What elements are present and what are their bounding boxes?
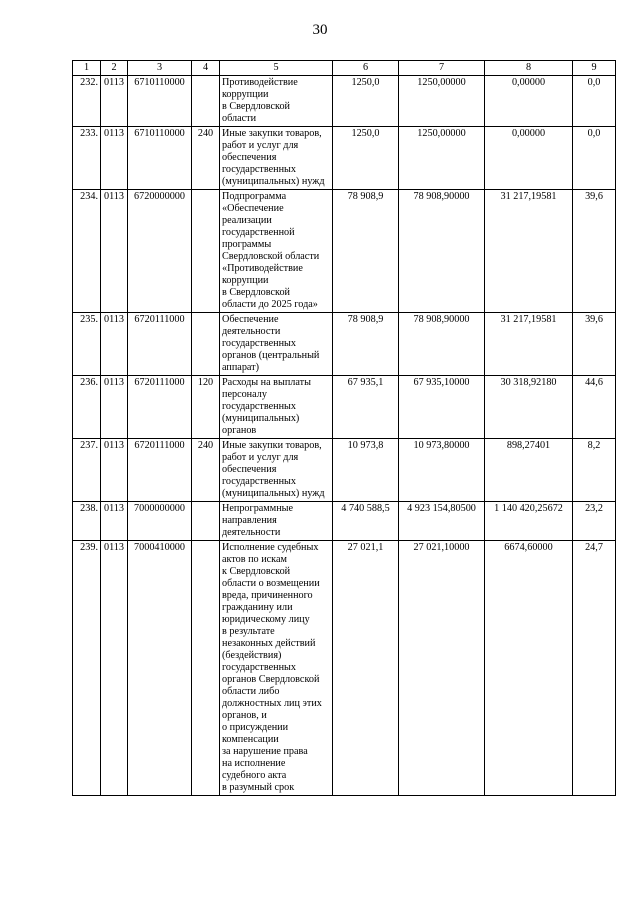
plan-amount: 78 908,9 <box>333 190 399 313</box>
row-number: 234. <box>73 190 101 313</box>
target-code: 6720111000 <box>128 439 192 502</box>
table-row <box>73 76 616 127</box>
plan-precise-amount: 67 935,10000 <box>399 376 485 439</box>
plan-amount: 4 740 588,5 <box>333 502 399 541</box>
table-row <box>73 313 616 376</box>
table-row <box>73 127 616 190</box>
executed-amount: 898,27401 <box>485 439 573 502</box>
plan-precise-amount: 4 923 154,80500 <box>399 502 485 541</box>
target-code: 6710110000 <box>128 76 192 127</box>
page-number: 30 <box>312 22 328 38</box>
row-number: 237. <box>73 439 101 502</box>
executed-amount: 6674,60000 <box>485 541 573 796</box>
section-code: 0113 <box>101 541 128 796</box>
plan-precise-amount: 78 908,90000 <box>399 313 485 376</box>
item-name: Расходы на выплаты персоналу государственных (муниципальных) органов <box>220 376 333 439</box>
section-code: 0113 <box>101 439 128 502</box>
row-number: 239. <box>73 541 101 796</box>
item-name: Исполнение судебных актов по искам к Свердловской области о возмещении вреда, причиненного гражданину или юридическому лицу в результате незаконных действий (бездействия) государственных органов Свердловской области либо должностных лиц этих органов, и о присуждении компенсации за нарушение права на исполнение судебного акта в разумный срок <box>220 541 333 796</box>
plan-precise-amount: 27 021,10000 <box>399 541 485 796</box>
expense-type <box>192 190 220 313</box>
expense-type <box>192 313 220 376</box>
header-row <box>73 61 616 76</box>
target-code: 7000000000 <box>128 502 192 541</box>
section-code: 0113 <box>101 502 128 541</box>
executed-amount: 1 140 420,25672 <box>485 502 573 541</box>
table-row <box>73 190 616 313</box>
expense-type <box>192 76 220 127</box>
expense-type: 120 <box>192 376 220 439</box>
executed-amount: 31 217,19581 <box>485 190 573 313</box>
item-name: Иные закупки товаров, работ и услуг для обеспечения государственных (муниципальных) нужд <box>220 439 333 502</box>
row-number: 233. <box>73 127 101 190</box>
column-header: 3 <box>128 61 192 76</box>
plan-amount: 67 935,1 <box>333 376 399 439</box>
column-header: 5 <box>220 61 333 76</box>
target-code: 7000410000 <box>128 541 192 796</box>
budget-table <box>72 60 616 796</box>
executed-amount: 30 318,92180 <box>485 376 573 439</box>
execution-percent: 0,0 <box>573 127 616 190</box>
column-header: 8 <box>485 61 573 76</box>
expense-type <box>192 541 220 796</box>
expense-type: 240 <box>192 439 220 502</box>
plan-precise-amount: 1250,00000 <box>399 76 485 127</box>
column-header: 6 <box>333 61 399 76</box>
execution-percent: 23,2 <box>573 502 616 541</box>
plan-amount: 10 973,8 <box>333 439 399 502</box>
table-row <box>73 439 616 502</box>
executed-amount: 31 217,19581 <box>485 313 573 376</box>
section-code: 0113 <box>101 376 128 439</box>
execution-percent: 0,0 <box>573 76 616 127</box>
item-name: Непрограммные направления деятельности <box>220 502 333 541</box>
row-number: 232. <box>73 76 101 127</box>
target-code: 6720111000 <box>128 313 192 376</box>
table-row <box>73 541 616 796</box>
row-number: 238. <box>73 502 101 541</box>
section-code: 0113 <box>101 127 128 190</box>
item-name: Подпрограмма «Обеспечение реализации государственной программы Свердловской области «Противодействие коррупции в Свердловской области до 2025 года» <box>220 190 333 313</box>
plan-precise-amount: 1250,00000 <box>399 127 485 190</box>
execution-percent: 44,6 <box>573 376 616 439</box>
column-header: 9 <box>573 61 616 76</box>
executed-amount: 0,00000 <box>485 76 573 127</box>
item-name: Иные закупки товаров, работ и услуг для обеспечения государственных (муниципальных) нужд <box>220 127 333 190</box>
expense-type: 240 <box>192 127 220 190</box>
plan-amount: 27 021,1 <box>333 541 399 796</box>
item-name: Противодействие коррупции в Свердловской области <box>220 76 333 127</box>
column-header: 2 <box>101 61 128 76</box>
table-row <box>73 502 616 541</box>
column-header: 7 <box>399 61 485 76</box>
execution-percent: 39,6 <box>573 190 616 313</box>
executed-amount: 0,00000 <box>485 127 573 190</box>
plan-amount: 1250,0 <box>333 76 399 127</box>
column-header: 1 <box>73 61 101 76</box>
item-name: Обеспечение деятельности государственных органов (центральный аппарат) <box>220 313 333 376</box>
plan-precise-amount: 10 973,80000 <box>399 439 485 502</box>
target-code: 6720000000 <box>128 190 192 313</box>
section-code: 0113 <box>101 313 128 376</box>
section-code: 0113 <box>101 76 128 127</box>
row-number: 235. <box>73 313 101 376</box>
execution-percent: 39,6 <box>573 313 616 376</box>
plan-amount: 78 908,9 <box>333 313 399 376</box>
table-row <box>73 376 616 439</box>
plan-amount: 1250,0 <box>333 127 399 190</box>
row-number: 236. <box>73 376 101 439</box>
column-header: 4 <box>192 61 220 76</box>
target-code: 6720111000 <box>128 376 192 439</box>
target-code: 6710110000 <box>128 127 192 190</box>
execution-percent: 8,2 <box>573 439 616 502</box>
section-code: 0113 <box>101 190 128 313</box>
plan-precise-amount: 78 908,90000 <box>399 190 485 313</box>
execution-percent: 24,7 <box>573 541 616 796</box>
expense-type <box>192 502 220 541</box>
